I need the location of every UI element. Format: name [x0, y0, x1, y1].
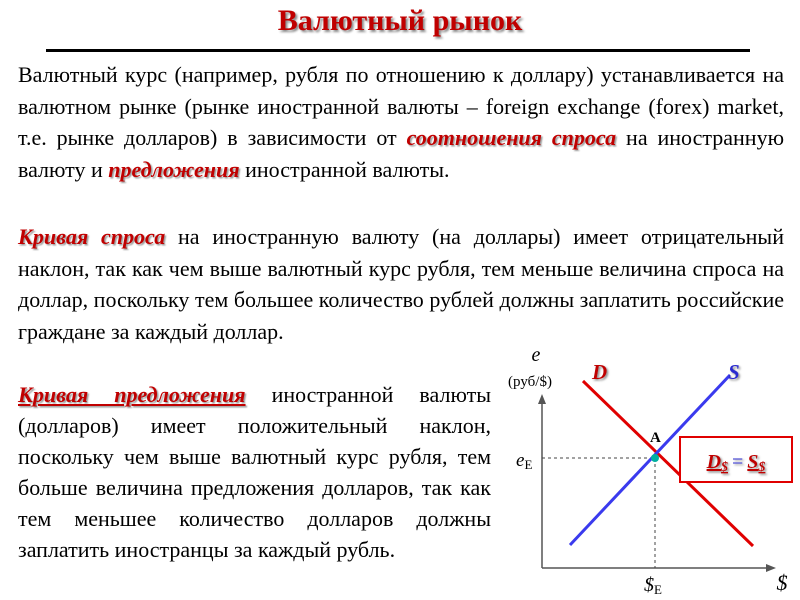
- x-axis-arrow-icon: [766, 564, 776, 572]
- paragraph-text: на иностранную валюту (на доллары) имеет отрицательный наклон, так как чем выше валютный курс рубля, тем меньше величина спроса на доллар, поскольку тем большее количество рублей должны заплатить российские граждане за каждый доллар.: [18, 224, 784, 344]
- paragraph-supply-curve: [18, 379, 491, 565]
- page-title: Валютный рынок: [277, 4, 523, 37]
- paragraph-text: иностранной валюты.: [239, 156, 450, 182]
- paragraph-text: на иностранную валюту и: [18, 125, 785, 182]
- paragraph-text: Валютный курс (например, рубля по отношению к доллару) устанавливается на валютном рынке (рынке иностранной валюты – foreign exchange (forex) market, т.е. рынке долларов) в зависимости от: [18, 62, 784, 150]
- highlight-supply: предложения: [108, 156, 240, 182]
- equilibrium-quantity-label: $E: [644, 574, 662, 597]
- supply-demand-diagram: [480, 330, 800, 600]
- highlight-demand-ratio: соотношения спроса: [406, 125, 617, 150]
- x-axis-label: $: [776, 570, 788, 595]
- equilibrium-rate-label: eE: [516, 450, 533, 472]
- y-axis-arrow-icon: [538, 394, 546, 404]
- y-axis-label: e: [531, 344, 541, 366]
- equilibrium-point: [651, 454, 659, 462]
- equilibrium-condition-text: D$ = S$: [706, 451, 766, 475]
- y-axis-unit: (руб/$): [508, 374, 552, 390]
- highlight-demand-curve: Кривая спроса: [18, 224, 166, 249]
- highlight-supply-curve: Кривая предложения: [18, 382, 246, 407]
- paragraph-text: иностранной валюты (долларов) имеет положительный наклон, поскольку чем выше валютный курс рубля, тем больше величина предложения долларов, так как тем меньшее количество долларов должны заплатить иностранцы за каждый рубль.: [18, 382, 492, 562]
- supply-label: S: [728, 360, 740, 384]
- paragraph-exchange-rate: [18, 59, 784, 185]
- paragraph-demand-curve: [18, 221, 784, 347]
- equilibrium-point-label: A: [650, 430, 661, 446]
- demand-label: D: [592, 360, 608, 384]
- title-underline: [46, 49, 750, 52]
